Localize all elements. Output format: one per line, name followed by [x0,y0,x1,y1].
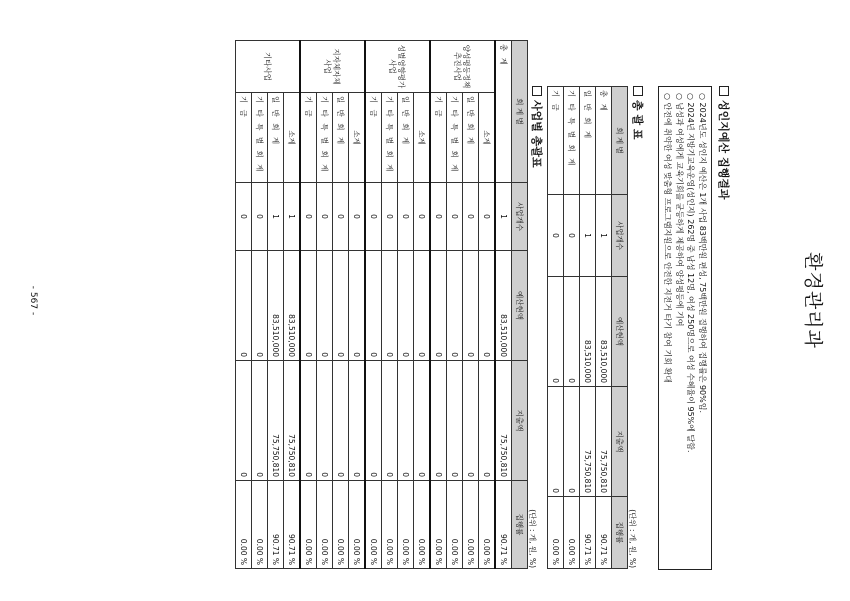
group-name-cell: 기타사업 [236,41,301,93]
table-row: 성별영향평가 사업 소계 0 0 0 0.00 % [414,41,431,569]
table-row: 기 타 특 별 회 계 0 0 0 0.00 % [447,41,463,569]
bullet-item: ○ 안전에 취약한 여성 맞춤형 프로그램지원으로 안전한 지전거 타기 참여 기회 확대 [663,93,673,383]
header-cell: 회 계 별 [512,41,528,183]
table-row: 기 금 0 0 0 0.00 % [236,41,252,569]
project-section-title: 사업별 총괄표 [530,100,543,168]
table-row: 일 반 회 계 0 0 0 0.00 % [333,41,349,569]
group-name-cell: 성별영향평가 사업 [365,41,430,93]
header-cell: 사업개수 [512,183,528,251]
checkbox-square-icon [532,86,542,96]
summary-table [547,86,628,569]
table-row: 기 금 0 0 0 0.00 % [548,87,564,569]
table-row: 기 금 0 0 0 0.00 % [365,41,382,569]
header-cell: 회 계 별 [612,87,628,195]
total-row: 총 계 1 83,510,000 75,750,810 90.71 % [495,41,512,569]
performance-bullets-box [658,86,712,570]
group-name-cell: 지자체자체 사업 [300,41,365,93]
project-section-heading [529,86,545,168]
summary-unit-note: (단위 : 개, 원, %) [628,509,637,568]
header-cell: 사업개수 [612,195,628,277]
table-row: 일 반 회 계 0 0 0 0.00 % [398,41,414,569]
bullet-item: ○ 2024년 지방기교육운영(성인지) 262명 중 남성 12명, 여성 250명으로 여성 수혜율이 95%에 달함. [686,93,696,453]
header-cell: 집행률 [512,481,528,569]
checkbox-square-icon [633,86,643,96]
project-header-row [512,41,528,569]
table-row: 일 반 회 계 1 83,510,000 75,750,810 90.71 % [580,87,596,569]
table-row: 기 타 특 별 회 계 0 0 0 0.00 % [317,41,333,569]
table-row: 기 금 0 0 0 0.00 % [430,41,447,569]
summary-section-title: 총 괄 표 [631,100,644,140]
bullet-item: ○ 남성과 여성에게 교육기회를 균등하게 제공하여 양성평등에 기여 [675,93,684,327]
page-number: - 567 - [28,285,38,316]
bullet-item: ○ 2024년도 성인지 예산은 1개 사업 83백만원 편성, 75백만원 집행하여 집행률은 90%임. [698,93,707,414]
page-title: 환경관리과 [802,252,824,349]
table-row: 기 금 0 0 0 0.00 % [300,41,317,569]
performance-section-title: 성인지예산 집행결과 [717,100,730,200]
checkbox-square-icon [719,86,729,96]
header-cell: 지출액 [612,387,628,497]
header-cell: 예산현액 [612,277,628,387]
table-row: 지자체자체 사업 소계 0 0 0 0.00 % [349,41,366,569]
group-name-cell: 양성평등정책 추진사업 [430,41,495,93]
table-row: 기타사업 소계 1 83,510,000 75,750,810 90.71 % [284,41,301,569]
table-row: 기 타 특 별 회 계 0 0 0 0.00 % [382,41,398,569]
summary-section-heading [630,86,646,140]
table-row: 총 계 1 83,510,000 75,750,810 90.71 % [596,87,612,569]
header-cell: 지출액 [512,361,528,481]
table-row: 양성평등정책 추진사업 소계 0 0 0 0.00 % [479,41,496,569]
summary-header-row [612,87,628,569]
table-row: 기 타 특 별 회 계 0 0 0 0.00 % [564,87,580,569]
table-row: 기 타 특 별 회 계 0 0 0 0.00 % [252,41,268,569]
performance-section-heading [716,86,732,199]
project-table [235,40,528,569]
header-cell: 집행률 [612,497,628,569]
project-unit-note: (단위 : 개, 원, %) [528,509,537,568]
table-row: 일 반 회 계 0 0 0 0.00 % [463,41,479,569]
header-cell: 예산현액 [512,251,528,361]
table-row: 일 반 회 계 1 83,510,000 75,750,810 90.71 % [268,41,284,569]
